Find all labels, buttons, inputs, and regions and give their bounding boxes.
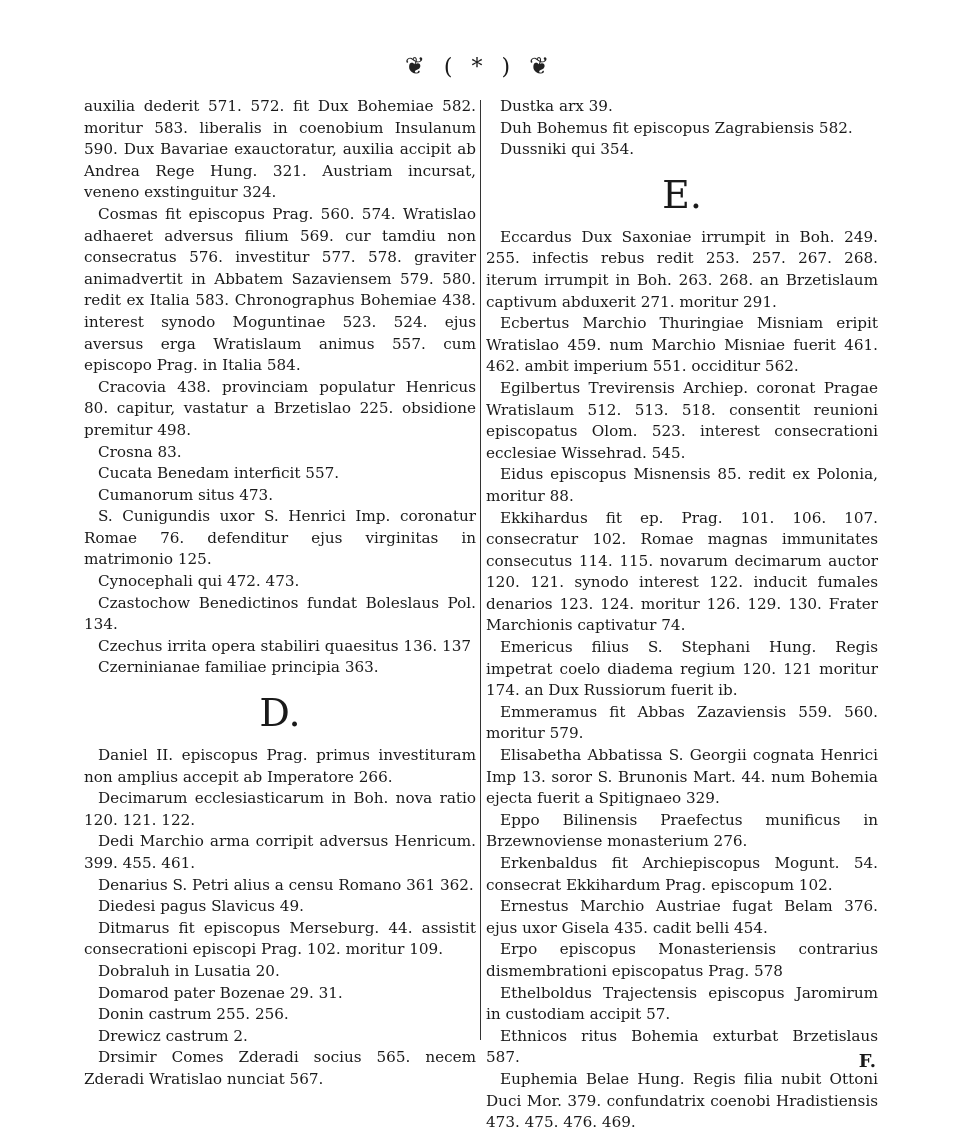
index-entry: Cracovia 438. provinciam populatur Henricus 80. capitur, vastatur a Brzetislao 225. obsidione premitur 498.	[84, 377, 476, 439]
index-entry: Duh Bohemus fit episcopus Zagrabiensis 582.	[500, 118, 853, 137]
index-entry: Ecbertus Marchio Thuringiae Misniam eripit Wratislao 459. num Marchio Misniae fuerit 461. 462. ambit imperium 551. occiditur 562.	[486, 314, 878, 376]
index-entry: Czastochow Benedictinos fundat Boleslaus Pol. 134.	[84, 593, 476, 634]
index-entry: Drewicz castrum 2.	[98, 1026, 248, 1045]
index-entry: Donin castrum 255. 256.	[98, 1005, 289, 1024]
index-entry: Emericus filius S. Stephani Hung. Regis impetrat coelo diadema regium 120. 121 moritur 174. an Dux Russiorum fuerit ib.	[486, 638, 878, 700]
index-entry: Cosmas fit episcopus Prag. 560. 574. Wratislao adhaeret adversus filium 569. cur tamdiu non consecratus 576. investitur 577. 578. graviter animadvertit in Abbatem Sazaviensem 579. 580. redit ex Italia 583. Chronographus Bohemiae 438. interest synodo Moguntinae 523. 524. ejus aversus erga Wratislaum animus 557. cum episcopo Prag. in Italia 584.	[84, 204, 476, 375]
index-entry: Erpo episcopus Monasteriensis contrarius dismembrationi episcopatus Prag. 578	[486, 940, 878, 980]
index-entry: Decimarum ecclesiasticarum in Boh. nova ratio 120. 121. 122.	[84, 789, 476, 829]
index-entry: Dussniki qui 354.	[500, 140, 635, 159]
index-entry: S. Cunigundis uxor S. Henrici Imp. coronatur Romae 76. defenditur ejus virginitas in matrimonio 125.	[84, 507, 476, 569]
catchword: F.	[858, 1051, 876, 1072]
index-entry: Daniel II. episcopus Prag. primus investituram non amplius accepit ab Imperatore 266.	[84, 746, 476, 786]
index-entry: Dustka arx 39.	[500, 97, 613, 115]
index-entry: Domarod pater Bozenae 29. 31.	[98, 983, 343, 1002]
left-column	[84, 96, 482, 1091]
index-entry: Ethelboldus Trajectensis episcopus Jaromirum in custodiam accipit 57.	[486, 983, 878, 1024]
index-entry: Euphemia Belae Hung. Regis filia nubit Ottoni Duci Mor. 379. confundatrix coenobi Hradistiensis 473. 475. 476. 469.	[486, 1069, 878, 1132]
index-entry: Ditmarus fit episcopus Merseburg. 44. assistit consecrationi episcopi Prag. 102. moritur 109.	[84, 918, 476, 959]
index-entry: Czechus irrita opera stabiliri quaesitus 136. 137	[98, 636, 472, 655]
index-entry: Emmeramus fit Abbas Zazaviensis 559. 560. moritur 579.	[486, 702, 878, 743]
index-entry: Ekkihardus fit ep. Prag. 101. 106. 107. consecratur 102. Romae magnas immunitates consecutus 114. 115. novarum decimarum auctor 120. 121. synodo interest 122. inducit fumales denarios 123. 124. moritur 126. 129. 130. Frater Marchionis captivatur 74.	[486, 508, 878, 635]
index-entry: Cynocephali qui 472. 473.	[98, 572, 300, 591]
page-header	[0, 52, 960, 80]
index-entry: Cumanorum situs 473.	[98, 485, 274, 504]
section-letter: E.	[662, 172, 702, 217]
index-entry: Ernestus Marchio Austriae fugat Belam 376. ejus uxor Gisela 435. cadit belli 454.	[486, 897, 878, 937]
index-entry: Eccardus Dux Saxoniae irrumpit in Boh. 249. 255. infectis rebus redit 253. 257. 267. 268. iterum irrumpit in Boh. 263. 268. an Brzetislaum captivum abduxerit 271. moritur 291.	[486, 227, 878, 311]
index-entry: Czerninianae familiae principia 363.	[98, 658, 379, 677]
index-entry: auxilia dederit 571. 572. fit Dux Bohemiae 582. moritur 583. liberalis in coenobium Insulanum 590. Dux Bavariae exauctoratur, auxilia accipit ab Andrea Rege Hung. 321. Austriam incursat, veneno exstinguitur 324.	[84, 97, 476, 202]
index-entry: Ethnicos ritus Bohemia exturbat Brzetislaus 587.	[486, 1026, 878, 1067]
index-entry: Eidus episcopus Misnensis 85. redit ex Polonia, moritur 88.	[486, 465, 878, 505]
index-entry: Elisabetha Abbatissa S. Georgii cognata Henrici Imp 13. soror S. Brunonis Mart. 44. num Bohemia ejecta fuerit a Spitignaeo 329.	[486, 746, 878, 808]
index-entry: Dobraluh in Lusatia 20.	[98, 961, 280, 980]
index-entry: Drsimir Comes Zderadi socius 565. necem Zderadi Wratislao nunciat 567.	[84, 1048, 476, 1088]
right-column	[486, 96, 878, 1134]
index-entry: Egilbertus Trevirensis Archiep. coronat Pragae Wratislaum 512. 513. 518. consentit reunioni episcopatus Olom. 523. interest consecrationi ecclesiae Wissehrad. 545.	[486, 378, 878, 462]
index-entry: Dedi Marchio arma corripit adversus Henricum. 399. 455. 461.	[84, 832, 476, 872]
index-entry: Eppo Bilinensis Praefectus munificus in Brzewnoviense monasterium 276.	[486, 810, 878, 851]
index-entry: Denarius S. Petri alius a censu Romano 361 362.	[98, 875, 474, 894]
left-ornament-icon: ❦	[404, 52, 431, 80]
column-divider	[480, 100, 481, 1040]
index-entry: Erkenbaldus fit Archiepiscopus Mogunt. 54. consecrat Ekkihardum Prag. episcopum 102.	[486, 854, 878, 894]
header-signature: ( * )	[443, 55, 517, 80]
index-entry: Cucata Benedam interficit 557.	[98, 464, 340, 483]
index-entry: Diedesi pagus Slavicus 49.	[98, 897, 304, 916]
index-entry: Crosna 83.	[98, 442, 182, 461]
right-ornament-icon: ❦	[529, 52, 556, 80]
section-letter: D.	[259, 691, 301, 736]
